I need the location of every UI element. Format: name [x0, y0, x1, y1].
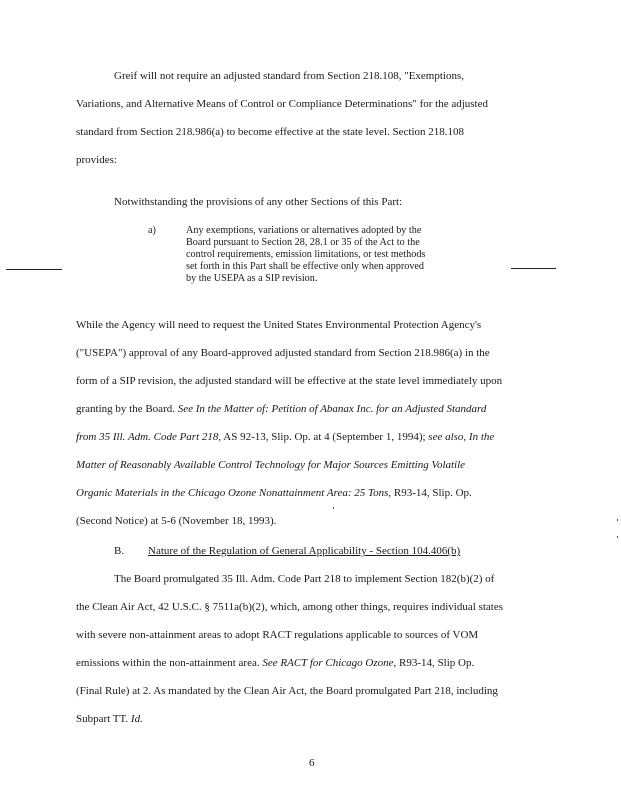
- paragraph-line: [76, 430, 494, 444]
- block-quote-intro: Notwithstanding the provisions of any other Sections of this Part:: [114, 196, 403, 208]
- citation-italic: Id.: [130, 713, 143, 725]
- paragraph-line: [76, 656, 474, 670]
- citation-italic: Organic Materials in the Chicago Ozone Nonattainment Area: 25 Tons: [76, 487, 389, 499]
- text-run: , R93-14, Slip Op.: [393, 657, 475, 669]
- paragraph-line: While the Agency will need to request the United States Environmental Protection Agency's: [76, 319, 482, 331]
- text-run: emissions within the non-attainment area.: [76, 657, 263, 669]
- text-run: , AS 92-13, Slip. Op. at 4 (September 1, 1994);: [218, 431, 429, 443]
- section-b-marker: B.: [114, 545, 125, 557]
- paragraph-line: provides:: [76, 154, 117, 166]
- text-run: granting by the Board.: [76, 403, 178, 415]
- margin-rule-left: [6, 269, 62, 270]
- paragraph-line: standard from Section 218.986(a) to become effective at the state level. Section 218.108: [76, 126, 465, 138]
- paragraph-line: (Final Rule) at 2. As mandated by the Clean Air Act, the Board promulgated Part 218, including: [76, 685, 498, 697]
- page-number: 6: [309, 757, 315, 769]
- paragraph-line: with severe non-attainment areas to adopt RACT regulations applicable to sources of VOM: [76, 629, 479, 641]
- paragraph-line: form of a SIP revision, the adjusted standard will be effective at the state level immediately upon: [76, 375, 503, 387]
- paragraph-line: [76, 486, 472, 500]
- citation-italic: See RACT for Chicago Ozone: [262, 657, 394, 669]
- citation-italic: Matter of Reasonably Available Control Technology for Major Sources Emitting Volatile: [76, 459, 466, 471]
- paragraph-line: Variations, and Alternative Means of Control or Compliance Determinations" for the adjusted: [76, 98, 489, 110]
- block-quote-item-line: Any exemptions, variations or alternatives adopted by the: [186, 225, 422, 236]
- paragraph-line: ("USEPA") approval of any Board-approved adjusted standard from Section 218.986(a) in the: [76, 347, 490, 359]
- citation-italic: from 35 Ill. Adm. Code Part 218: [76, 431, 219, 443]
- text-run: Subpart TT.: [76, 713, 131, 725]
- scan-speck: [617, 519, 618, 521]
- text-run: , R93-14, Slip. Op.: [388, 487, 472, 499]
- scan-speck: [333, 507, 334, 509]
- paragraph-line: [76, 402, 486, 416]
- section-b-heading: Nature of the Regulation of General Applicability - Section 104.406(b): [148, 545, 461, 557]
- paragraph-line: the Clean Air Act, 42 U.S.C. § 7511a(b)(2), which, among other things, requires individual states: [76, 601, 503, 613]
- citation-italic: See In the Matter of: Petition of Abanax Inc. for an Adjusted Standard: [177, 403, 487, 415]
- block-quote-item-marker: a): [148, 225, 156, 236]
- block-quote-item-line: by the USEPA as a SIP revision.: [186, 273, 318, 284]
- scan-speck: [617, 536, 618, 538]
- paragraph-line: Greif will not require an adjusted standard from Section 218.108, "Exemptions,: [114, 70, 464, 82]
- paragraph-line: (Second Notice) at 5-6 (November 18, 1993).: [76, 515, 277, 527]
- paragraph-line: [76, 458, 465, 472]
- citation-italic: see also, In the: [428, 431, 495, 443]
- paragraph-line: The Board promulgated 35 Ill. Adm. Code Part 218 to implement Section 182(b)(2) of: [114, 573, 495, 585]
- block-quote-item-line: set forth in this Part shall be effective only when approved: [186, 261, 425, 272]
- block-quote-item-line: control requirements, emission limitations, or test methods: [186, 249, 426, 260]
- paragraph-line: [76, 712, 143, 726]
- margin-rule-right: [511, 268, 556, 269]
- block-quote-item-line: Board pursuant to Section 28, 28.1 or 35 of the Act to the: [186, 237, 420, 248]
